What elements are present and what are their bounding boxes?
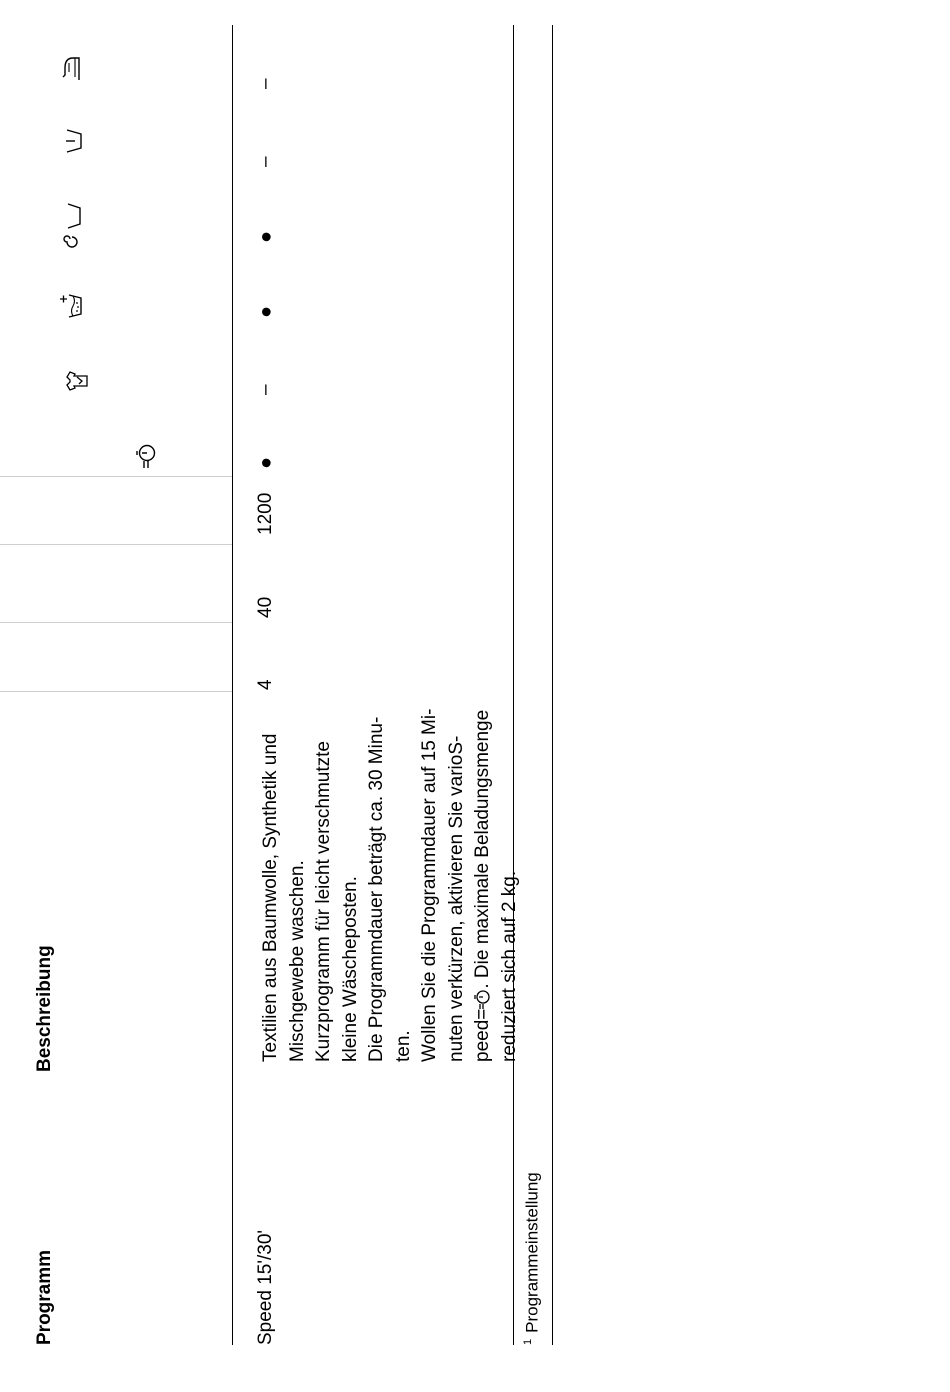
header-description: Beschreibung <box>34 945 55 1072</box>
column-separator <box>0 476 232 477</box>
header-program: Programm <box>34 1249 55 1345</box>
column-separator <box>0 544 232 545</box>
temperature-value: 40 <box>255 596 276 618</box>
spin-value: 1200 <box>255 492 276 535</box>
bottom-rule <box>552 25 553 1345</box>
footnote <box>522 1172 543 1345</box>
rinse-mark: – <box>255 156 276 167</box>
prewash-spiral-tub-icon <box>58 202 84 250</box>
speed-time-icon <box>473 989 491 1009</box>
column-separator <box>0 691 232 692</box>
description-line: Kurzprogramm für leicht verschmutzte <box>313 741 334 1062</box>
iron-icon <box>58 55 84 83</box>
description-line: ten. <box>392 1030 414 1062</box>
description-line: Wollen Sie die Programmdauer auf 15 Mi- <box>419 708 440 1062</box>
header-rule <box>232 25 233 1345</box>
easy-iron-mark: – <box>255 384 276 395</box>
description-line: Mischgewebe waschen. <box>286 860 308 1062</box>
load-value: 4 <box>255 679 276 690</box>
easy-iron-shirt-icon <box>64 367 90 395</box>
speed-time-mark: ● <box>255 456 277 469</box>
prewash-mark: ● <box>255 230 277 243</box>
footnote-text: Programmeinstellung <box>522 1172 542 1333</box>
description-line: nuten verkürzen, aktivieren Sie varioS- <box>445 735 467 1062</box>
description-line: Textilien aus Baumwolle, Synthetik und <box>260 733 281 1062</box>
water-plus-icon <box>58 292 84 320</box>
footnote-marker: 1 <box>522 1338 534 1345</box>
water-plus-mark: ● <box>255 305 277 318</box>
program-name: Speed 15'/30' <box>255 1229 276 1345</box>
description-line-with-icon <box>470 622 497 1062</box>
description-text: . Die maximale Beladungsmenge <box>472 709 493 989</box>
description-line: kleine Wäscheposten. <box>339 876 361 1062</box>
program-description <box>258 622 523 1062</box>
rinse-basin-icon <box>58 127 84 155</box>
column-separator <box>0 622 232 623</box>
description-line: reduziert sich auf 2 kg. <box>498 870 520 1062</box>
speed-time-icon <box>135 443 157 469</box>
description-line: Die Programmdauer beträgt ca. 30 Minu- <box>366 716 387 1062</box>
iron-mark: – <box>255 78 276 89</box>
rotated-table-page <box>0 25 556 1345</box>
description-text: peed= <box>472 1008 493 1062</box>
